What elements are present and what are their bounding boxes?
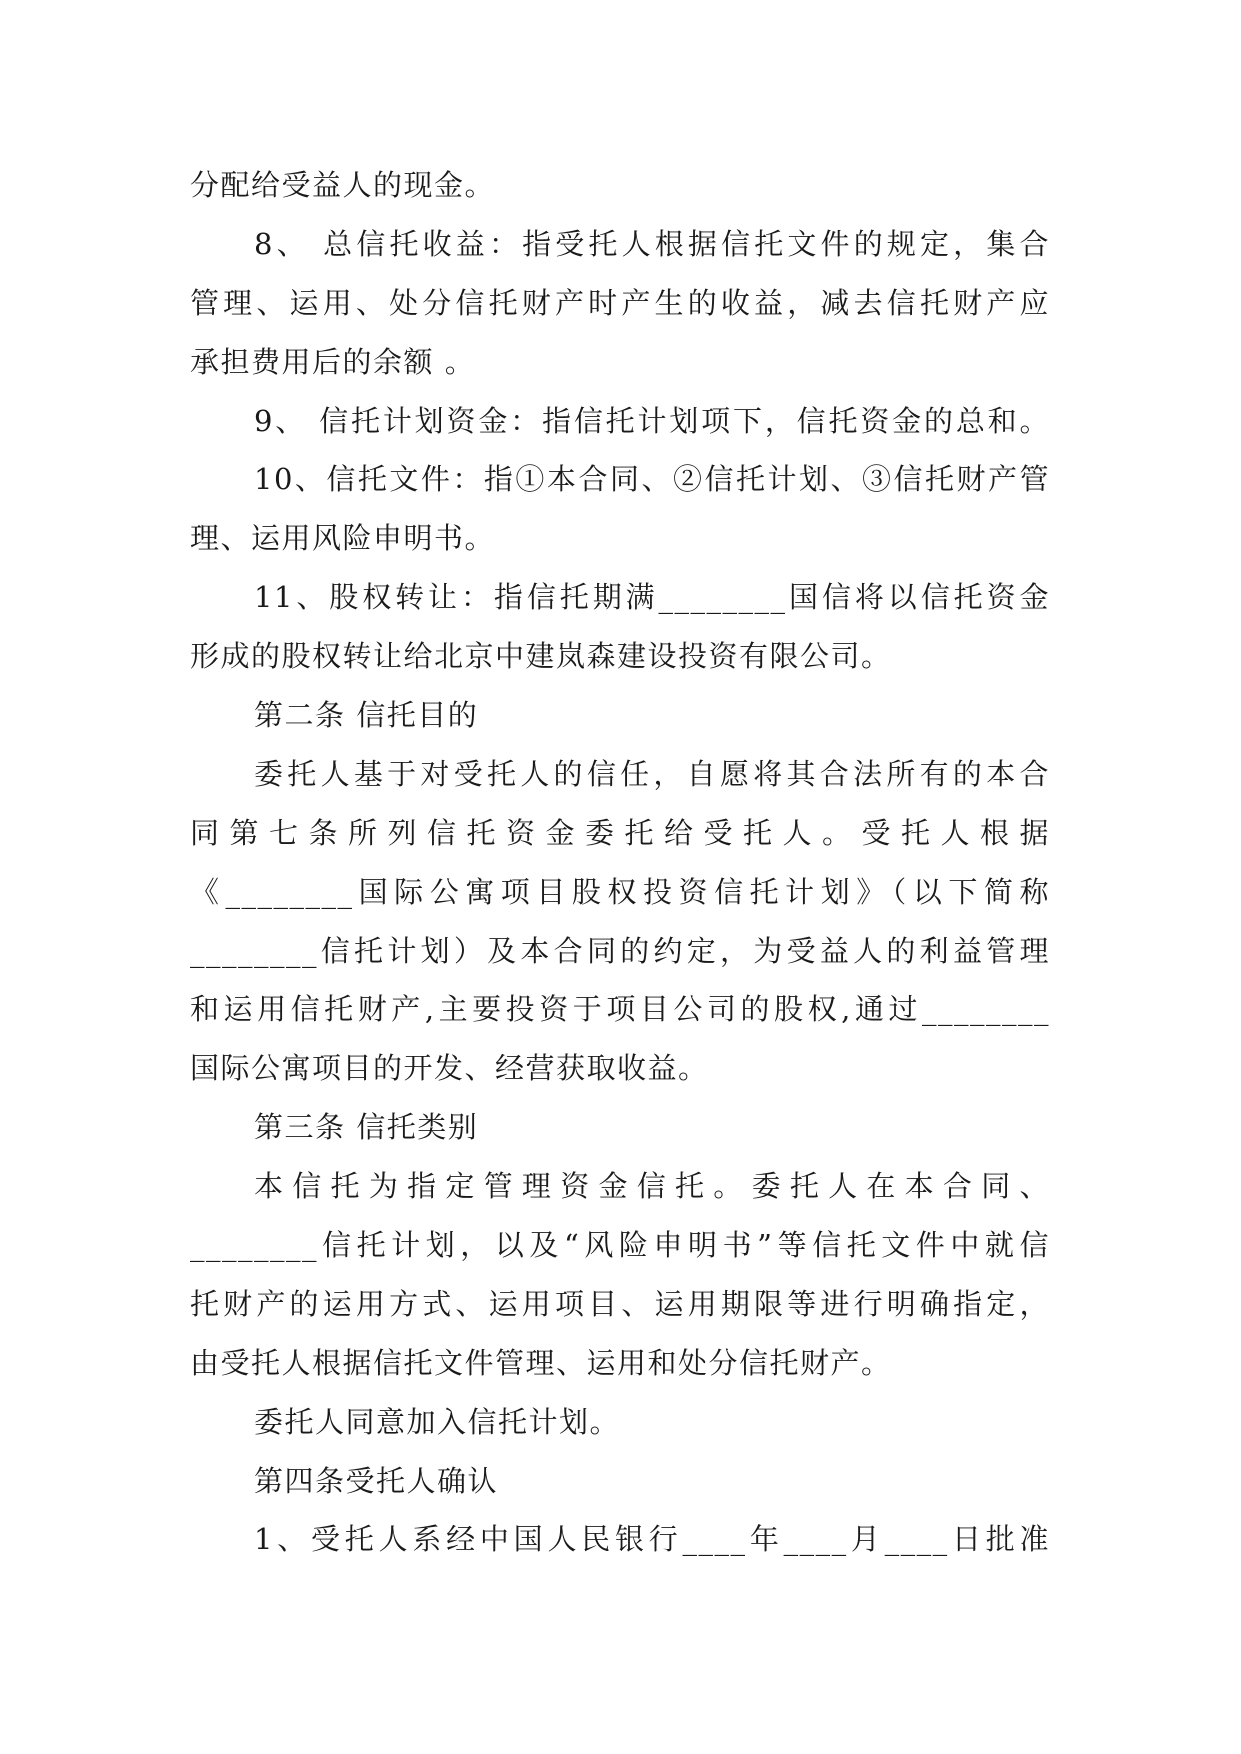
- text-line: 8、 总信托收益：指受托人根据信托文件的规定，集合: [254, 226, 1050, 261]
- text-line: 理、运用风险申明书。: [190, 521, 496, 556]
- text-line: 形成的股权转让给北京中建岚森建设投资有限公司。: [190, 639, 892, 674]
- text-line: 9、 信托计划资金：指信托计划项下，信托资金的总和。: [254, 403, 1050, 438]
- text-line: 委托人同意加入信托计划。: [254, 1404, 621, 1439]
- text-line: 同第七条所列信托资金委托给受托人。受托人根据: [190, 815, 1050, 850]
- document-body: [190, 156, 1050, 1569]
- text-line: 本信托为指定管理资金信托。委托人在本合同、: [254, 1169, 1050, 1204]
- text-line: 委托人基于对受托人的信任，自愿将其合法所有的本合: [254, 756, 1050, 791]
- section-heading: 第三条 信托类别: [254, 1110, 479, 1145]
- text-line: 分配给受益人的现金。: [190, 168, 496, 202]
- text-line: ________信托计划，以及“风险申明书”等信托文件中就信: [190, 1228, 1050, 1263]
- text-line: 11、股权转让：指信托期满________国信将以信托资金: [254, 580, 1050, 615]
- text-line: 由受托人根据信托文件管理、运用和处分信托财产。: [190, 1345, 892, 1380]
- section-heading: 第四条受托人确认: [254, 1463, 499, 1498]
- text-line: 《________国际公寓项目股权投资信托计划》（以下简称: [190, 874, 1050, 909]
- text-line: 承担费用后的余额 。: [190, 344, 476, 379]
- section-heading: 第二条 信托目的: [254, 698, 479, 733]
- text-line: 1、受托人系经中国人民银行____年____月____日批准: [254, 1522, 1050, 1557]
- text-line: 管理、运用、处分信托财产时产生的收益，减去信托财产应: [190, 285, 1050, 320]
- text-line: 和运用信托财产,主要投资于项目公司的股权,通过________: [190, 992, 1050, 1027]
- text-line: 国际公寓项目的开发、经营获取收益。: [190, 1051, 709, 1086]
- text-line: 10、信托文件：指①本合同、②信托计划、③信托财产管: [254, 462, 1050, 497]
- text-line: 托财产的运用方式、运用项目、运用期限等进行明确指定，: [190, 1286, 1050, 1321]
- text-line: ________信托计划）及本合同的约定，为受益人的利益管理: [190, 933, 1050, 968]
